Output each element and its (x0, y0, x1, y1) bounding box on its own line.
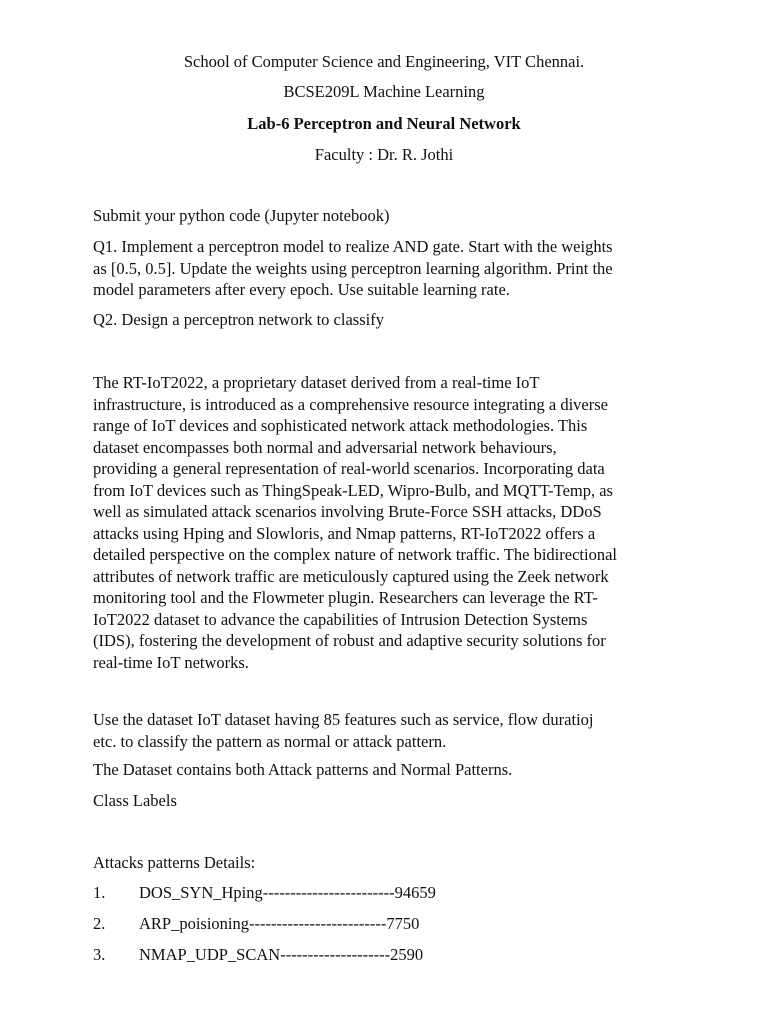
description-line: monitoring tool and the Flowmeter plugin. Researchers can leverage the RT- (93, 588, 598, 607)
question-1 (93, 236, 678, 301)
submit-instruction: Submit your python code (Jupyter notebook) (93, 206, 390, 225)
description-line: detailed perspective on the complex nature of network traffic. The bidirectional (93, 545, 617, 564)
description-line: well as simulated attack scenarios involving Brute-Force SSH attacks, DDoS (93, 502, 602, 521)
list-number: 2. (93, 914, 106, 933)
description-line: dataset encompasses both normal and adversarial network behaviours, (93, 437, 557, 457)
use-dataset-line: Use the dataset IoT dataset having 85 features such as service, flow duratioj (93, 710, 594, 729)
dataset-description (93, 372, 678, 673)
description-line: The RT-IoT2022, a proprietary dataset derived from a real-time IoT (93, 373, 540, 392)
list-number: 3. (93, 945, 106, 964)
description-line: range of IoT devices and sophisticated network attack methodologies. This (93, 416, 588, 435)
attack-entry: DOS_SYN_Hping------------------------94659 (139, 883, 436, 902)
attack-entry: ARP_poisioning-------------------------7750 (139, 914, 420, 933)
dataset-contains: The Dataset contains both Attack patterns and Normal Patterns. (93, 760, 513, 779)
faculty-name: Faculty : Dr. R. Jothi (314, 145, 454, 164)
attacks-heading: Attacks patterns Details: (93, 853, 256, 872)
attack-entry: NMAP_UDP_SCAN--------------------2590 (139, 945, 424, 964)
use-dataset-instruction (93, 709, 678, 752)
description-line: real-time IoT networks. (93, 652, 249, 672)
attack-list-item (93, 945, 423, 965)
question-1-line: as [0.5, 0.5]. Update the weights using perceptron learning algorithm. Print the (93, 258, 613, 278)
course-name: BCSE209L Machine Learning (283, 82, 485, 101)
description-line: (IDS), fostering the development of robust and adaptive security solutions for (93, 631, 606, 650)
list-number: 1. (93, 883, 106, 902)
use-dataset-line: etc. to classify the pattern as normal or attack pattern. (93, 731, 447, 751)
description-line: attributes of network traffic are meticulously captured using the Zeek network (93, 566, 609, 586)
question-1-line: model parameters after every epoch. Use suitable learning rate. (93, 280, 510, 299)
attack-list-item (93, 883, 436, 903)
question-2: Q2. Design a perceptron network to classify (93, 310, 384, 329)
attack-list-item (93, 914, 419, 934)
school-name: School of Computer Science and Engineering, VIT Chennai. (183, 52, 585, 71)
description-line: infrastructure, is introduced as a comprehensive resource integrating a diverse (93, 394, 608, 414)
description-line: from IoT devices such as ThingSpeak-LED, Wipro-Bulb, and MQTT-Temp, as (93, 480, 613, 500)
description-line: providing a general representation of real-world scenarios. Incorporating data (93, 459, 605, 478)
question-1-line: Q1. Implement a perceptron model to realize AND gate. Start with the weights (93, 237, 613, 256)
description-line: IoT2022 dataset to advance the capabilities of Intrusion Detection Systems (93, 609, 588, 629)
class-labels-heading: Class Labels (93, 791, 177, 810)
description-line: attacks using Hping and Slowloris, and Nmap patterns, RT-IoT2022 offers a (93, 523, 596, 543)
lab-title: Lab-6 Perceptron and Neural Network (247, 114, 521, 133)
